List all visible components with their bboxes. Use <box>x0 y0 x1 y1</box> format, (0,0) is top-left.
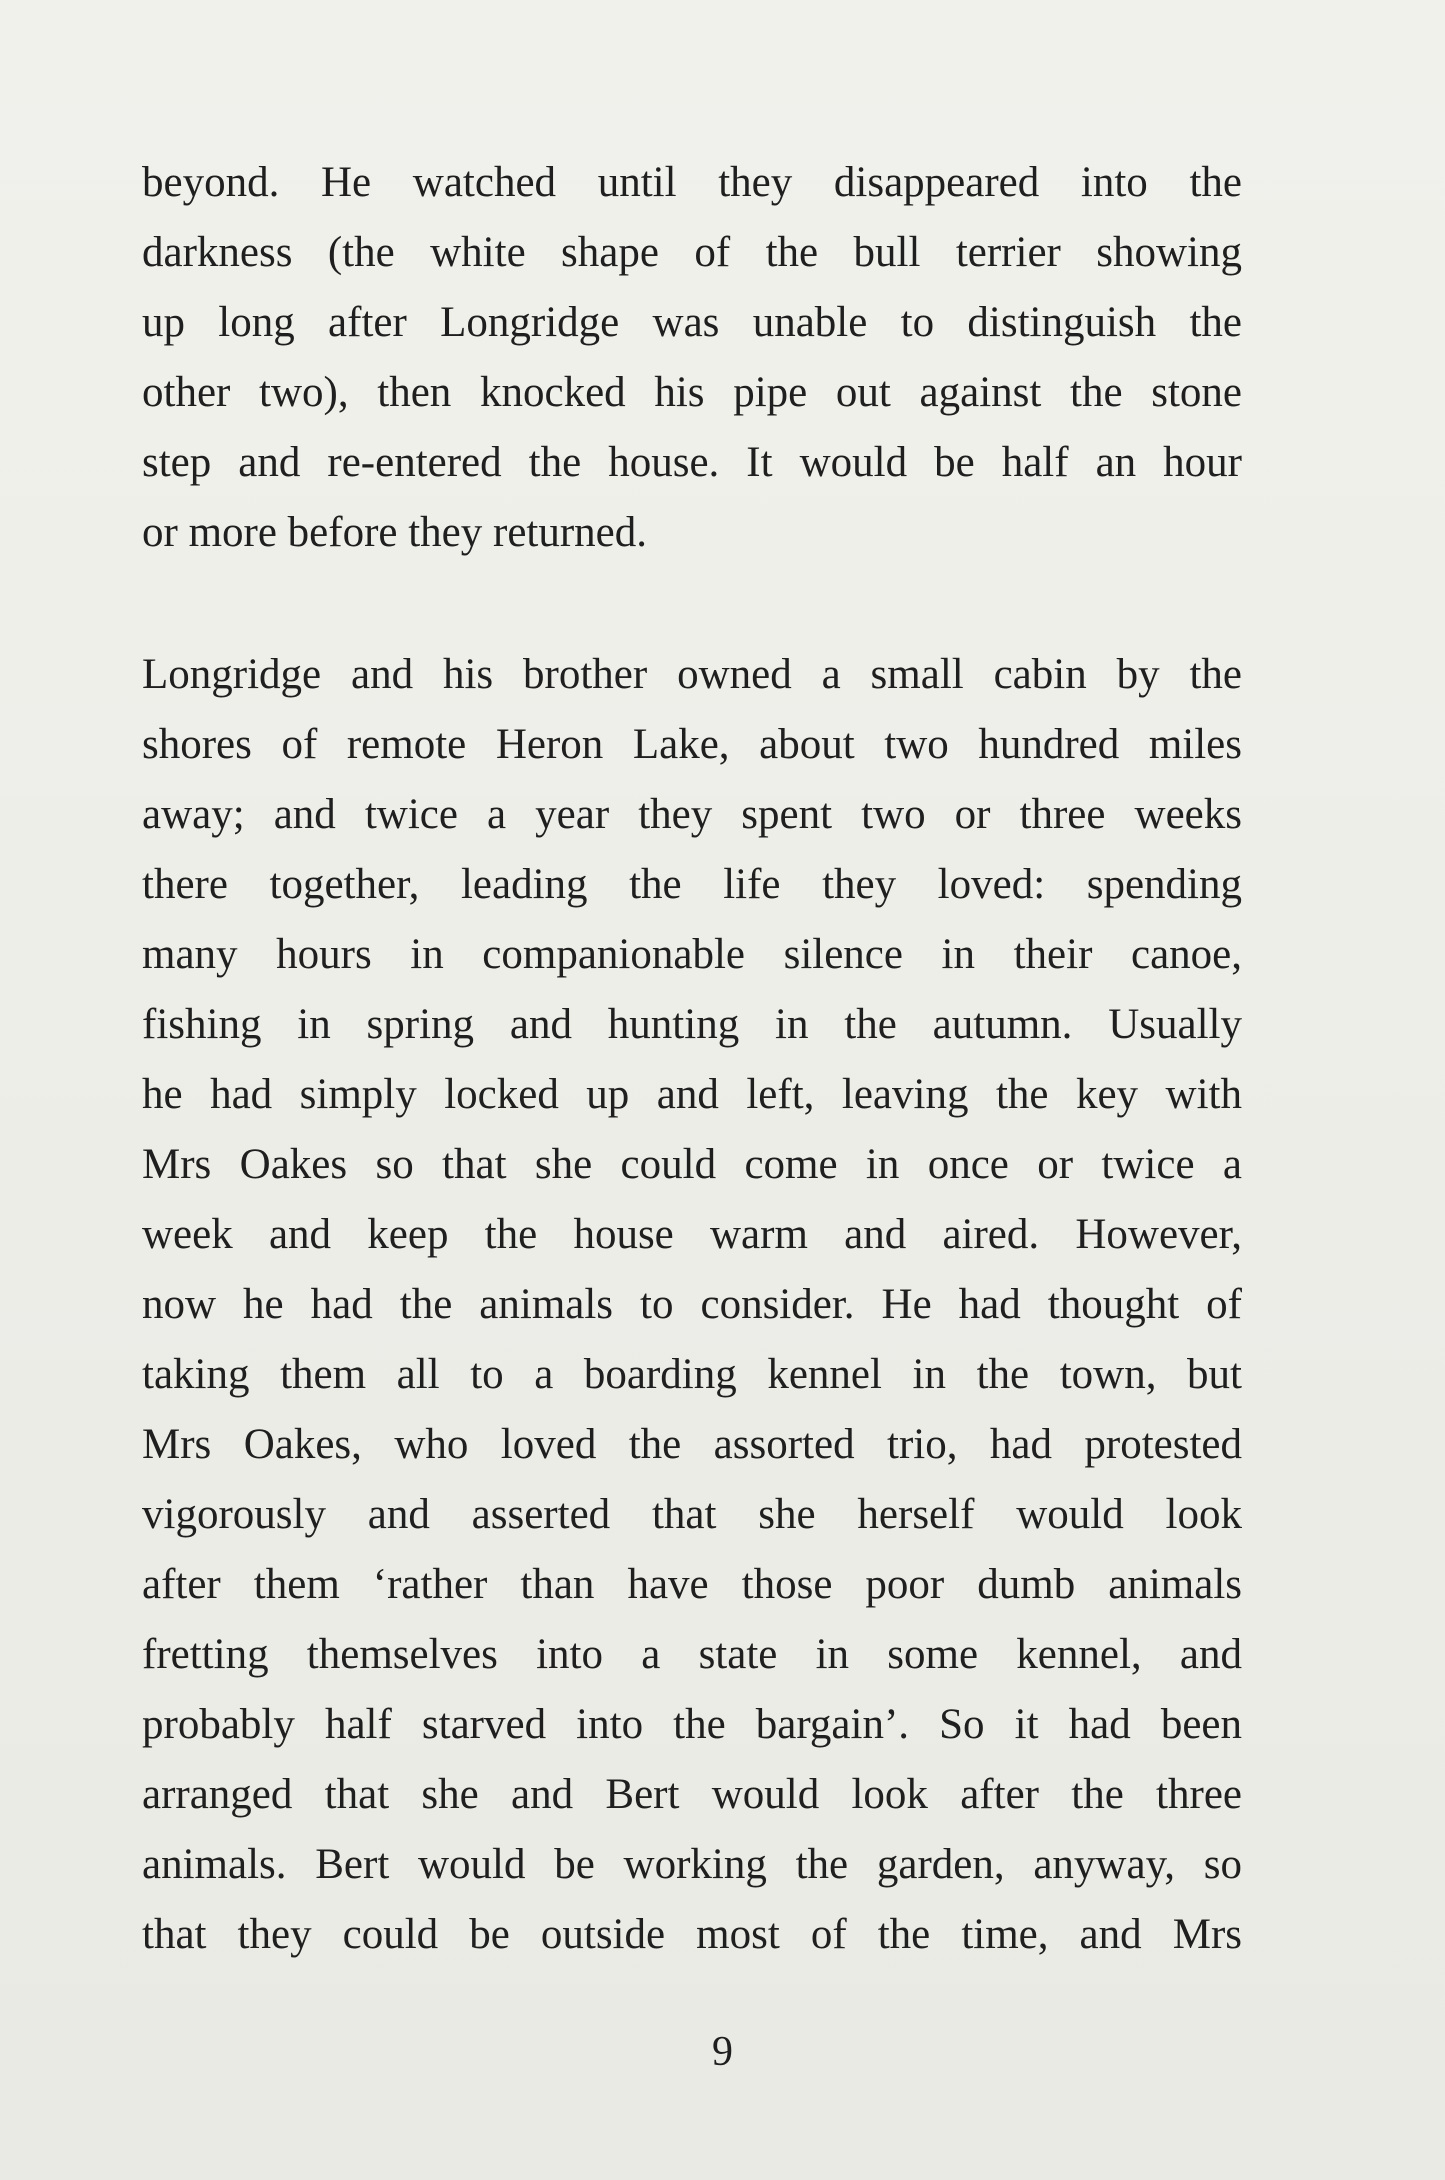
text-line: Longridge and his brother owned a small cabin by the <box>142 651 1242 698</box>
page-number: 9 <box>712 2029 733 2075</box>
paragraph-1 <box>142 148 1242 568</box>
text-line: Mrs Oakes, who loved the assorted trio, had protested <box>142 1421 1242 1468</box>
text-line: now he had the animals to consider. He had thought of <box>142 1281 1242 1328</box>
text-line: darkness (the white shape of the bull terrier showing <box>142 229 1242 276</box>
text-line: that they could be outside most of the time, and Mrs <box>142 1911 1242 1958</box>
text-line: animals. Bert would be working the garden, anyway, so <box>142 1841 1242 1888</box>
text-line: there together, leading the life they loved: spending <box>142 861 1242 908</box>
text-line: fretting themselves into a state in some kennel, and <box>142 1631 1242 1678</box>
text-line: probably half starved into the bargain’. So it had been <box>142 1701 1242 1748</box>
text-line: many hours in companionable silence in their canoe, <box>142 931 1242 978</box>
text-line: he had simply locked up and left, leaving the key with <box>142 1071 1242 1118</box>
text-line: vigorously and asserted that she herself would look <box>142 1491 1242 1538</box>
paragraph-2 <box>142 640 1242 1970</box>
text-line: up long after Longridge was unable to distinguish the <box>142 299 1242 346</box>
text-line: away; and twice a year they spent two or three weeks <box>142 791 1242 838</box>
text-line: Mrs Oakes so that she could come in once or twice a <box>142 1141 1242 1188</box>
text-line: arranged that she and Bert would look after the three <box>142 1771 1242 1818</box>
text-line: shores of remote Heron Lake, about two hundred miles <box>142 721 1242 768</box>
text-line: step and re-entered the house. It would be half an hour <box>142 439 1242 486</box>
text-line: after them ‘rather than have those poor dumb animals <box>142 1561 1242 1608</box>
text-line: other two), then knocked his pipe out against the stone <box>142 369 1242 416</box>
text-line: taking them all to a boarding kennel in the town, but <box>142 1351 1242 1398</box>
text-line: beyond. He watched until they disappeared into the <box>142 159 1242 206</box>
text-line: fishing in spring and hunting in the autumn. Usually <box>142 1001 1242 1048</box>
text-line: or more before they returned. <box>142 509 648 556</box>
text-line: week and keep the house warm and aired. However, <box>142 1211 1242 1258</box>
